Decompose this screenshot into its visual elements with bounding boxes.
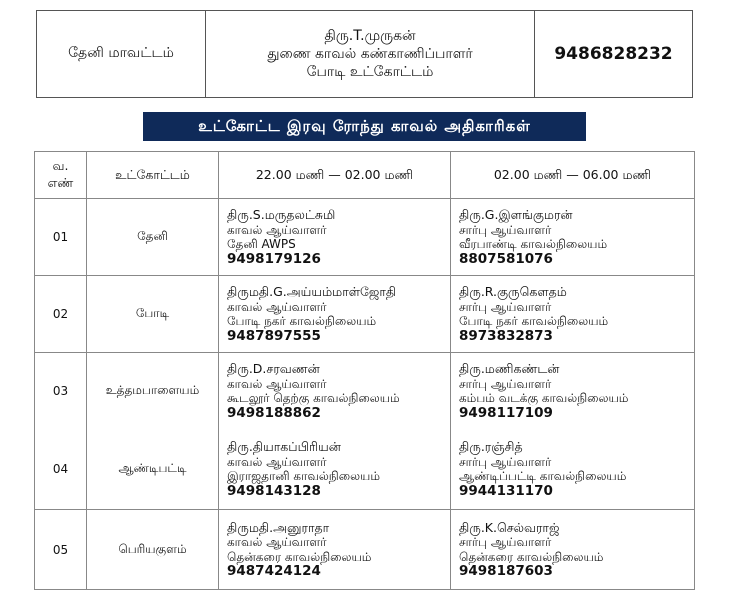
row-sno: 05 xyxy=(35,510,87,590)
officer-phone: 8973832873 xyxy=(459,327,553,344)
shift1-officer xyxy=(219,199,451,276)
banner-title xyxy=(143,112,586,141)
header-shift1: 22.00 மணி — 02.00 மணி xyxy=(219,152,451,199)
dsp-cell xyxy=(206,11,535,97)
officer-role: சார்பு ஆய்வாளர் xyxy=(459,376,552,391)
header-sno-line1: வ. xyxy=(52,158,69,173)
officer-role: காவல் ஆய்வாளர் xyxy=(227,376,327,391)
officer-station: தென்கரை காவல்நிலையம் xyxy=(227,549,372,564)
officer-phone: 8807581076 xyxy=(459,250,553,267)
officer-phone: 9498117109 xyxy=(459,404,553,421)
table-header-row xyxy=(35,152,695,199)
shift1-officer xyxy=(219,353,451,430)
table-row xyxy=(35,430,695,510)
officer-phone: 9944131170 xyxy=(459,482,553,499)
officer-phone: 9498179126 xyxy=(227,250,321,267)
officer-phone: 9487424124 xyxy=(227,563,321,579)
officer-name: திரு.S.மருதலட்சுமி xyxy=(227,207,336,222)
officer-name: திருமதி.G.அய்யம்மாள்ஜோதி xyxy=(227,284,397,299)
officer-phone: 9487897555 xyxy=(227,327,321,344)
officer-station: கூடலூர் தெற்கு காவல்நிலையம் xyxy=(227,391,400,406)
officer-name: திரு.G.இளங்குமரன் xyxy=(459,207,573,222)
shift2-officer xyxy=(451,430,695,510)
officer-role: காவல் ஆய்வாளர் xyxy=(227,535,327,549)
district-cell xyxy=(37,11,206,97)
officer-name: திரு.K.செல்வராஜ் xyxy=(459,519,560,535)
officer-role: சார்பு ஆய்வாளர் xyxy=(459,454,552,469)
officer-station: வீரபாண்டி காவல்நிலையம் xyxy=(459,237,608,251)
header-division: உட்கோட்டம் xyxy=(87,152,219,199)
officer-station: போடி நகர் காவல்நிலையம் xyxy=(227,314,377,328)
row-division: ஆண்டிபட்டி xyxy=(87,430,219,510)
banner-text: உட்கோட்ட இரவு ரோந்து காவல் அதிகாரிகள் xyxy=(198,116,531,135)
shift2-officer xyxy=(451,353,695,430)
header-shift2: 02.00 மணி — 06.00 மணி xyxy=(451,152,695,199)
officer-name: திரு.ரஞ்சித் xyxy=(459,439,523,455)
officer-station: இராஜதானி காவல்நிலையம் xyxy=(227,469,380,484)
header-box xyxy=(36,10,693,98)
table-row xyxy=(35,199,695,276)
shift1-officer xyxy=(219,510,451,590)
officer-station: போடி நகர் காவல்நிலையம் xyxy=(459,314,609,328)
officer-name: திரு.D.சரவணன் xyxy=(227,361,320,377)
officer-name: திரு.R.குருகௌதம் xyxy=(459,284,567,299)
table-row xyxy=(35,353,695,430)
shift1-officer xyxy=(219,276,451,353)
officer-role: சார்பு ஆய்வாளர் xyxy=(459,535,552,549)
officer-name: திரு.மணிகண்டன் xyxy=(459,361,560,377)
shift1-officer xyxy=(219,430,451,510)
row-division: தேனி xyxy=(87,199,219,276)
shift2-officer xyxy=(451,199,695,276)
row-division: போடி xyxy=(87,276,219,353)
row-division: பெரியகுளம் xyxy=(87,510,219,590)
row-sno: 04 xyxy=(35,430,87,510)
row-division: உத்தமபாளையம் xyxy=(87,353,219,430)
shift2-officer xyxy=(451,510,695,590)
officer-role: காவல் ஆய்வாளர் xyxy=(227,299,327,314)
officer-role: சார்பு ஆய்வாளர் xyxy=(459,299,552,314)
patrol-table xyxy=(34,151,695,590)
table-row xyxy=(35,510,695,590)
officer-role: காவல் ஆய்வாளர் xyxy=(227,222,327,237)
row-sno: 01 xyxy=(35,199,87,276)
shift2-officer xyxy=(451,276,695,353)
officer-station: ஆண்டிப்பட்டி காவல்நிலையம் xyxy=(459,469,627,484)
officer-station: கம்பம் வடக்கு காவல்நிலையம் xyxy=(459,391,629,406)
dsp-phone-cell xyxy=(535,11,692,97)
officer-station: தேனி AWPS xyxy=(227,237,296,251)
header-sno xyxy=(35,152,87,199)
officer-phone: 9498143128 xyxy=(227,482,321,499)
dsp-subdivision: போடி உட்கோட்டம் xyxy=(306,64,434,80)
officer-name: திரு.தியாகப்பிரியன் xyxy=(227,439,341,455)
row-sno: 02 xyxy=(35,276,87,353)
dsp-designation: துணை காவல் கண்காணிப்பாளர் xyxy=(267,46,473,62)
table-row xyxy=(35,276,695,353)
officer-name: திருமதி.அனுராதா xyxy=(227,519,330,535)
row-sno: 03 xyxy=(35,353,87,430)
officer-role: காவல் ஆய்வாளர் xyxy=(227,454,327,469)
dsp-phone: 9486828232 xyxy=(554,44,673,64)
officer-phone: 9498188862 xyxy=(227,404,321,421)
header-sno-line2: எண் xyxy=(47,175,74,190)
district-label: தேனி மாவட்டம் xyxy=(68,45,174,61)
officer-phone: 9498187603 xyxy=(459,563,553,579)
dsp-name: திரு.T.முருகன் xyxy=(324,28,416,44)
officer-station: தென்கரை காவல்நிலையம் xyxy=(459,549,604,564)
officer-role: சார்பு ஆய்வாளர் xyxy=(459,222,552,237)
